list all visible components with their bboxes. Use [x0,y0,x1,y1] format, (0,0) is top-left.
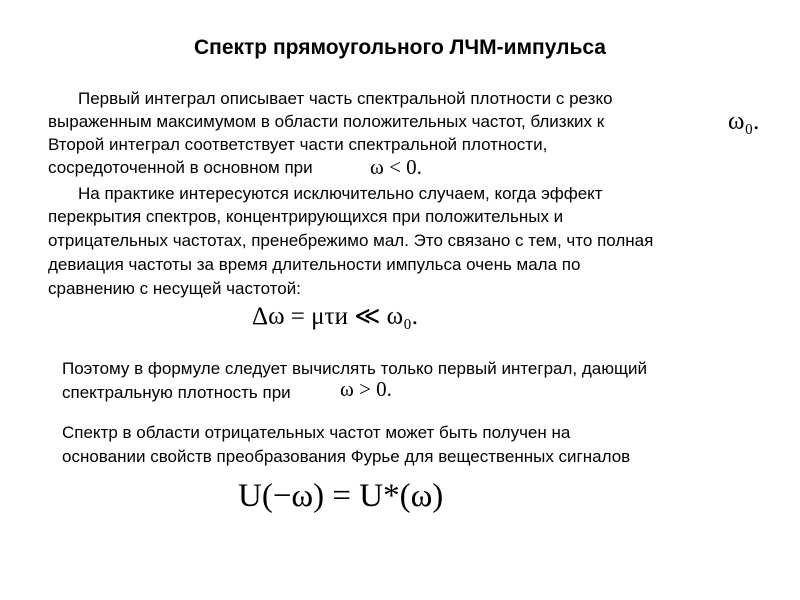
p2-line-4: девиация частоты за время длительности импульса очень мала по [48,255,581,274]
p2-line-3: отрицательных частотах, пренебрежимо мал. Это связано с тем, что полная [48,231,654,250]
formula-omega-greater-zero: ω > 0. [340,377,392,401]
p1-line-3: Второй интеграл соответствует части спектральной плотности, [48,135,548,154]
p2-line-2: перекрытия спектров, концентрирующихся при положительных и [48,207,564,226]
p2-line-1: На практике интересуются исключительно случаем, когда эффект [78,184,603,203]
formula-conjugate-symmetry: U(−ω) = U*(ω) [238,478,444,514]
p1-line-1: Первый интеграл описывает часть спектральной плотности с резко [78,89,613,108]
p4-line-2: основании свойств преобразования Фурье для вещественных сигналов [62,447,631,466]
slide-title: Спектр прямоугольного ЛЧМ-импульса [193,36,606,59]
formula-deviation: Δω = μτи ≪ ω₀. [252,303,419,330]
p4-line-1: Спектр в области отрицательных частот может быть получен на [62,423,571,442]
p3-line-2: спектральную плотность при [62,383,291,402]
formula-omega-less-zero: ω < 0. [370,155,422,179]
p2-line-5: сравнению с несущей частотой: [48,279,301,298]
p1-line-2: выраженным максимумом в области положительных частот, близких к [48,112,605,131]
p1-line-4: сосредоточенной в основном при [48,158,313,177]
formula-omega0: ω₀. [728,108,760,135]
p3-line-1: Поэтому в формуле следует вычислять только первый интеграл, дающий [62,359,647,378]
